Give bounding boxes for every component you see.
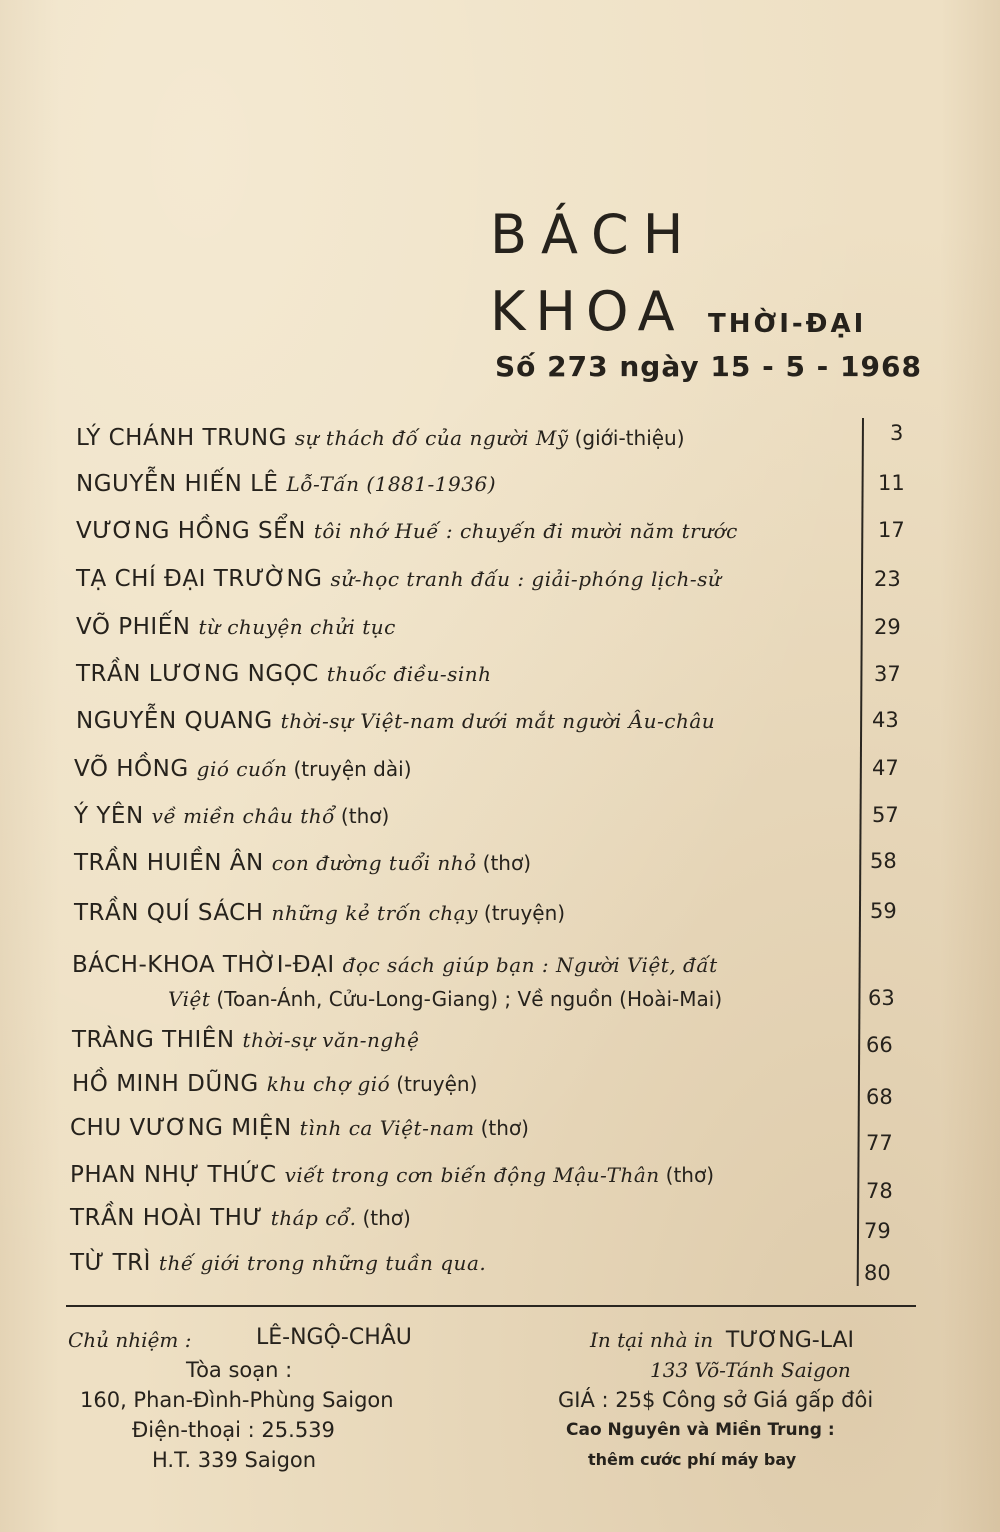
- toc-title: Lỗ-Tấn (1881-1936): [286, 472, 496, 496]
- toc-title: tình ca Việt-nam: [299, 1116, 475, 1140]
- toc-author: VÕ HỒNG: [74, 756, 189, 782]
- toc-author: HỒ MINH DŨNG: [72, 1071, 259, 1097]
- toc-title: từ chuyện chửi tục: [198, 615, 396, 639]
- toc-page-number: 57: [872, 803, 899, 827]
- office-label: Tòa soạn :: [186, 1358, 293, 1382]
- editor-label: Chủ nhiệm :: [68, 1328, 192, 1352]
- toc-entry: [76, 706, 721, 736]
- toc-title: sự thách đố của người Mỹ: [294, 426, 569, 450]
- toc-title: Việt: [168, 987, 211, 1011]
- toc-author: NGUYỄN HIẾN LÊ: [76, 471, 279, 497]
- toc-note: (Toan-Ánh, Cửu-Long-Giang) ; Về nguồn (Hoài-Mai): [216, 987, 723, 1011]
- footer-divider: [66, 1305, 916, 1307]
- toc-note: (thơ): [482, 851, 532, 875]
- toc-note: (giới-thiệu): [574, 426, 685, 450]
- toc-note: (truyện): [396, 1072, 478, 1096]
- toc-author: PHAN NHỰ THỨC: [70, 1162, 277, 1188]
- airmail-note: thêm cước phí máy bay: [588, 1450, 797, 1469]
- toc-page-number: 29: [874, 615, 901, 639]
- issue-number-date: Số 273 ngày 15 - 5 - 1968: [495, 350, 922, 383]
- regional-note: Cao Nguyên và Miền Trung :: [566, 1420, 835, 1440]
- toc-entry: [72, 950, 724, 980]
- toc-entry: [72, 1069, 477, 1099]
- toc-author: VƯƠNG HỒNG SỂN: [76, 518, 306, 544]
- toc-note: (thơ): [362, 1206, 411, 1230]
- toc-title: khu chợ gió: [266, 1072, 391, 1096]
- toc-author: CHU VƯƠNG MIỆN: [70, 1115, 292, 1141]
- toc-note: (truyện dài): [293, 757, 412, 781]
- toc-title: tôi nhớ Huế : chuyến đi mười năm trước: [313, 519, 738, 543]
- toc-entry: [70, 1160, 714, 1190]
- toc-note: (thơ): [665, 1163, 714, 1187]
- toc-title: sử-học tranh đấu : giải-phóng lịch-sử: [330, 567, 722, 591]
- toc-author: TRẦN LƯƠNG NGỌC: [76, 661, 319, 687]
- masthead-title-line2: KHOA: [490, 280, 685, 343]
- toc-page-number: 58: [870, 849, 897, 873]
- toc-title: con đường tuổi nhỏ: [271, 851, 477, 875]
- toc-entry: [76, 659, 498, 689]
- toc-author: BÁCH-KHOA THỜI-ĐẠI: [72, 952, 335, 978]
- toc-author: TRẦN HUIỀN ÂN: [74, 850, 264, 876]
- toc-author: Ý YÊN: [74, 803, 144, 829]
- toc-title: thời-sự Việt-nam dưới mắt người Âu-châu: [280, 709, 716, 733]
- office-address: 160, Phan-Đình-Phùng Saigon: [80, 1388, 394, 1412]
- toc-entry: [74, 848, 531, 878]
- toc-title: tháp cổ.: [270, 1206, 357, 1230]
- toc-entry: [72, 1025, 425, 1055]
- toc-entry: [76, 469, 502, 499]
- toc-entry: [76, 612, 402, 642]
- toc-title: gió cuốn: [196, 757, 288, 781]
- toc-title: những kẻ trốn chạy: [271, 901, 478, 925]
- printer-label: In tại nhà in: [590, 1328, 714, 1352]
- toc-entry: [76, 423, 685, 453]
- toc-title: viết trong cơn biến động Mậu-Thân: [284, 1163, 660, 1187]
- toc-entry-continued: [168, 984, 722, 1014]
- toc-note: (truyện): [483, 901, 566, 925]
- printer-name: TƯƠNG-LAI: [725, 1328, 855, 1353]
- toc-page-number: 68: [866, 1085, 893, 1109]
- masthead-subtitle: THỜI-ĐẠI: [708, 309, 867, 339]
- toc-entry: [76, 516, 744, 546]
- toc-page-number: 47: [872, 756, 899, 780]
- toc-title: về miền châu thổ: [151, 804, 335, 828]
- toc-note: (thơ): [480, 1116, 529, 1140]
- editor-name: LÊ-NGỘ-CHÂU: [256, 1325, 412, 1350]
- toc-entry: [74, 801, 389, 831]
- toc-title: đọc sách giúp bạn : Người Việt, đất: [342, 953, 718, 977]
- toc-page-number: 17: [878, 518, 905, 542]
- toc-page-number: 43: [872, 708, 899, 732]
- toc-author: VÕ PHIẾN: [76, 614, 191, 640]
- toc-author: TRẦN HOÀI THƯ: [70, 1205, 263, 1231]
- toc-title: thời-sự văn-nghệ: [242, 1028, 420, 1052]
- toc-page-number: 79: [864, 1219, 891, 1243]
- toc-page-number: 66: [866, 1033, 893, 1057]
- price-line: GIÁ : 25$ Công sở Giá gấp đôi: [558, 1388, 874, 1412]
- toc-author: TRÀNG THIÊN: [72, 1027, 235, 1053]
- toc-page-number: 11: [878, 471, 905, 495]
- toc-page-number: 23: [874, 567, 901, 591]
- printer-line: [590, 1326, 854, 1355]
- masthead-title-line1: BÁCH: [490, 203, 698, 266]
- toc-page-number: 37: [874, 662, 901, 686]
- toc-entry: [76, 564, 727, 594]
- toc-page-number: 63: [868, 986, 895, 1010]
- toc-author: TỪ TRÌ: [70, 1250, 151, 1276]
- toc-title: thuốc điều-sinh: [326, 662, 492, 686]
- toc-note: (thơ): [340, 804, 390, 828]
- toc-author: TRẦN QUÍ SÁCH: [74, 900, 264, 926]
- toc-page-number: 77: [866, 1131, 893, 1155]
- toc-page-number: 78: [866, 1179, 893, 1203]
- printer-address: 133 Võ-Tánh Saigon: [650, 1358, 851, 1382]
- toc-entry: [70, 1113, 529, 1143]
- toc-author: NGUYỄN QUANG: [76, 708, 273, 734]
- toc-page-number: 59: [870, 899, 897, 923]
- toc-entry: [70, 1203, 411, 1233]
- toc-page-number: 80: [864, 1261, 891, 1285]
- toc-entry: [74, 898, 565, 928]
- toc-author: LÝ CHÁNH TRUNG: [76, 425, 287, 451]
- post-box: H.T. 339 Saigon: [152, 1448, 317, 1472]
- toc-author: TẠ CHÍ ĐẠI TRƯỜNG: [76, 566, 323, 592]
- toc-title: thế giới trong những tuần qua.: [158, 1251, 487, 1275]
- office-phone: Điện-thoại : 25.539: [132, 1418, 335, 1442]
- toc-entry: [70, 1248, 492, 1278]
- toc-entry: [74, 754, 412, 784]
- toc-page-number: 3: [890, 421, 904, 445]
